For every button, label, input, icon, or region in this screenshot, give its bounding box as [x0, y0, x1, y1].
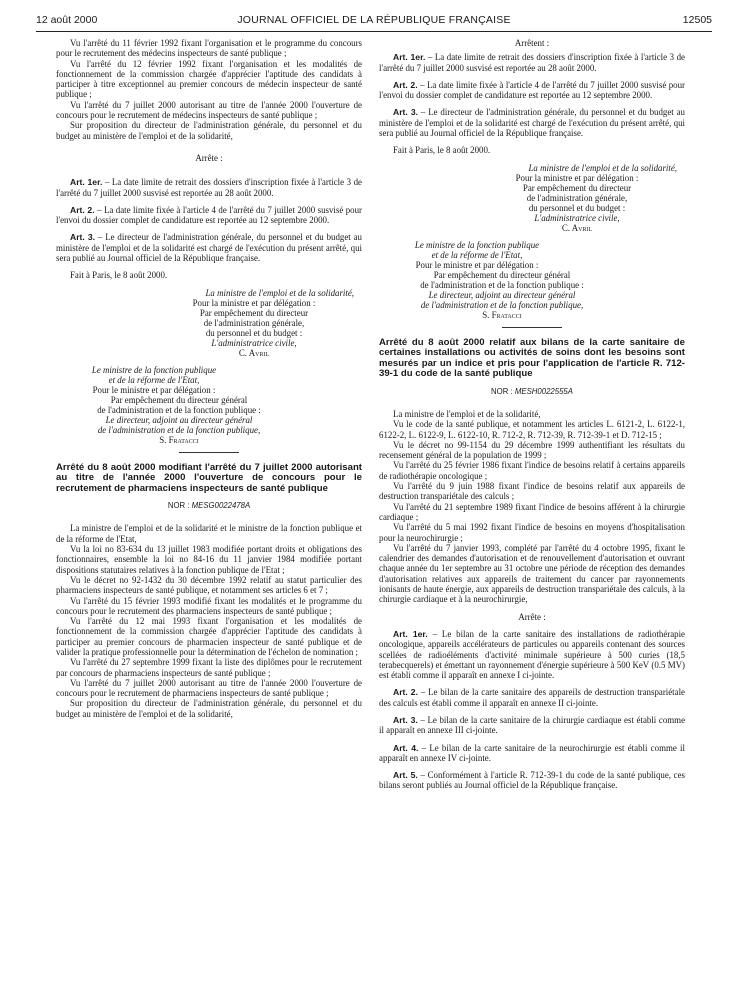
article: Art. 5. – Conformément à l'article R. 712-39-1 du code de la santé publique, ces bilans seront publiés au Journal officiel de la République française. [379, 770, 685, 791]
signature-block [56, 365, 362, 445]
article: Art. 1er. – Le bilan de la carte sanitaire des installations de radiothérapie oncologique, appareils accélérateurs de particules ou appareils contenant des sources scellées de radioéléments d'activité minimale supérieure à 500 curies (18,5 terabecquerels) et émettant un rayonnement d'énergie supérieure à 500 KeV (0.5 MV) est établi comme il apparaît en annexe I ci-jointe. [379, 628, 686, 681]
article-number: Art. 2. [70, 204, 95, 215]
signature-line: de l'administration et de la fonction publique : [97, 404, 261, 415]
signature-line: Pour le ministre et par délégation : [415, 259, 539, 270]
signature-line: Par empêchement du directeur général [433, 269, 571, 280]
signature-line: de l'administration générale, [526, 192, 628, 203]
paragraph: Sur proposition du directeur de l'administration générale, du personnel et du budget au ministère de l'emploi et de la solidarité, [56, 120, 362, 141]
article-number: Art. 3. [393, 107, 419, 118]
paragraph: La ministre de l'emploi et de la solidarité, [393, 408, 541, 419]
signing-place-date: Fait à Paris, le 8 août 2000. [70, 270, 168, 281]
paragraph: Sur proposition du directeur de l'administration générale, du personnel et du budget au ministère de l'emploi et de la solidarité, [56, 698, 362, 719]
article-number: Art. 1er. [393, 52, 426, 63]
article-text: Le bilan de la carte sanitaire des installations de radiothérapie oncologique, appareils accélérateurs de particules ou appareils contenant des sources scellées de radioéléments d'activité minimale supérieure à 500 curies (18,5 terabecquerels) et émettant un rayonnement d'énergie supérieure à 500 KeV (0.5 MV) est établi comme il apparaît en annexe I ci-jointe. [379, 628, 686, 681]
article: Art. 4. – Le bilan de la carte sanitaire de la neurochirurgie est établi comme il apparaît en annexe IV ci-jointe. [379, 742, 685, 763]
signature-block [379, 163, 685, 233]
section-divider [179, 452, 239, 453]
decree-title: Arrêté du 8 août 2000 modifiant l'arrêté du 7 juillet 2000 autorisant au titre de l'année 2000 l'ouverture de concours pour le recrutement de pharmaciens inspecteurs de santé publique [56, 461, 362, 494]
header-page-number: 12505 [682, 14, 712, 26]
decree-title: Arrêté du 8 août 2000 relatif aux bilans de la carte sanitaire de certaines installations ou activités de soins dont les besoins sont mesurés par un indice et pris pour l'application de l'article R. 712-39-1 du code de la santé publique [379, 336, 685, 380]
nor-code: MESH0022555A [514, 386, 573, 396]
article: Art. 3. – Le directeur de l'administration générale, du personnel et du budget au ministère de l'emploi et de la solidarité est chargé de l'exécution du présent arrêté, qui sera publié au Journal officiel de la République française. [56, 232, 362, 264]
article: Art. 3. – Le directeur de l'administration générale, du personnel et du budget au ministère de l'emploi et de la solidarité est chargé de l'exécution du présent arrêté, qui sera publié au Journal officiel de la République française. [379, 107, 685, 139]
article: Art. 2. – La date limite fixée à l'article 4 de l'arrêté du 7 juillet 2000 susvisé pour l'envoi du dossier complet de candidature est reportée au 12 septembre 2000. [56, 204, 363, 226]
signatory-name: S. Fratacci [159, 434, 199, 445]
signatory-role: Le directeur, adjoint au directeur général [105, 414, 253, 425]
signatory-name: C. Avril [561, 222, 593, 233]
article: Art. 3. – Le bilan de la carte sanitaire de la chirurgie cardiaque est établi comme il apparaît en annexe III ci-jointe. [379, 714, 686, 736]
signatory-minister: Le ministre de la fonction publique [91, 364, 217, 375]
article-number: Art. 5. [393, 770, 418, 781]
signature-line: Pour le ministre et par délégation : [92, 384, 216, 395]
paragraph: Vu la loi no 83-634 du 13 juillet 1983 modifiée portant droits et obligations des fonctionnaires, ensemble la loi no 84-16 du 11 janvier 1984 modifiée portant dispositions statutaires relatives à la fonction publique de l'Etat ; [56, 544, 362, 575]
paragraph: La ministre de l'emploi et de la solidarité et le ministre de la fonction publique et de la réforme de l'Etat, [56, 523, 362, 544]
paragraph: Vu l'arrêté du 25 février 1986 fixant l'indice de besoins relatif à certains appareils de radiothérapie oncologique ; [379, 460, 685, 481]
signatory-name: S. Fratacci [482, 309, 522, 320]
nor-code: MESG0022478A [191, 501, 251, 511]
signatory-minister: Le ministre de la fonction publique [414, 239, 540, 250]
signatory-minister: et de la réforme de l'Etat, [108, 374, 200, 385]
nor-label: NOR : [491, 386, 513, 396]
paragraph: Vu le code de la santé publique, et notamment les articles L. 6121-2, L. 6122-1, 6122-2, L. 6122-9, L. 6122-10, R. 712-2, R. 712-39, R. 712-39-1 et D. 712-15 ; [379, 419, 685, 440]
signature-block [56, 288, 362, 358]
article-number: Art. 2. [393, 687, 418, 698]
paragraph: Vu l'arrêté du 9 juin 1988 fixant l'indice de besoins relatif aux appareils de destruction transpariétale des calculs ; [379, 481, 685, 502]
article: Art. 2. – Le bilan de la carte sanitaire des appareils de destruction transpariétale des calculs est établi comme il apparaît en annexe II ci-jointe. [379, 687, 685, 708]
article-number: Art. 1er. [393, 628, 428, 639]
signatory-role: Le directeur, adjoint au directeur général [428, 289, 576, 300]
article-text: La date limite fixée à l'article 4 de l'arrêté du 7 juillet 2000 susvisé pour l'envoi du dossier complet de candidature est reportée au 12 septembre 2000. [379, 79, 686, 101]
article-text: Conformément à l'article R. 712-39-1 du code de la santé publique, ces bilans seront publiés au Journal officiel de la République française. [379, 770, 685, 791]
signature-line: de l'administration générale, [203, 317, 305, 328]
article-number: Art. 3. [70, 232, 96, 243]
nor-reference [56, 501, 362, 511]
header-journal-title: JOURNAL OFFICIEL DE LA RÉPUBLIQUE FRANÇAISE [237, 14, 511, 26]
paragraph: Vu l'arrêté du 12 mai 1993 fixant l'organisation et les modalités de fonctionnement de la commission chargée d'apprécier l'aptitude des candidats à participer au premier concours de pharmacien inspecteur de santé publique et de valider la pratique professionnelle pour la détermination de l'échelon de nomination ; [56, 616, 362, 657]
signatory-minister: La ministre de l'emploi et de la solidarité, [205, 287, 354, 298]
article-number: Art. 4. [393, 742, 419, 753]
arrete-heading: Arrête : [518, 611, 546, 622]
paragraph: Vu l'arrêté du 7 juillet 2000 autorisant au titre de l'année 2000 l'ouverture de concours pour le recrutement de pharmaciens inspecteurs de santé publique ; [56, 677, 362, 699]
signatory-role: de l'administration et de la fonction publique, [420, 299, 584, 310]
paragraph: Vu l'arrêté du 7 janvier 1993, complété par l'arrêté du 4 octobre 1995, fixant le calendrier des demandes d'autorisation et de renouvellement d'autorisation et ouvrant chaque année du 1er septembre au 31 octobre une période de réception des demandes d'autorisation relatives aux appareils de traitement du cancer par rayonnements ionisants de haute énergie, aux appareils de destruction transpariétale des calculs, à la chirurgie cardiaque et à la neurochirurgie, [379, 542, 685, 605]
article-number: Art. 1er. [70, 177, 103, 188]
signatory-minister: La ministre de l'emploi et de la solidarité, [528, 162, 677, 173]
signatory-minister: et de la réforme de l'Etat, [431, 249, 523, 260]
article-text: La date limite fixée à l'article 4 de l'arrêté du 7 juillet 2000 susvisé pour l'envoi du dossier complet de candidature est reportée au 12 septembre 2000. [56, 204, 363, 226]
paragraph: Vu le décret no 92-1432 du 30 décembre 1992 relatif au statut particulier des pharmaciens inspecteurs de santé publique, et notamment ses articles 6 et 7 ; [56, 574, 362, 596]
header-rule [36, 31, 712, 32]
paragraph: Vu l'arrêté du 27 septembre 1999 fixant la liste des diplômes pour le recrutement par concours de pharmaciens inspecteurs de santé publique ; [56, 657, 362, 678]
signatory-name: C. Avril [238, 347, 270, 358]
signature-line: Par empêchement du directeur [199, 307, 309, 318]
arrete-heading: Arrête : [195, 152, 223, 163]
article-text: Le directeur de l'administration générale, du personnel et du budget au ministère de l'emploi et de la solidarité est chargé de l'exécution du présent arrêté, qui sera publié au Journal officiel de la République française. [379, 107, 685, 139]
signature-line: Pour la ministre et par délégation : [515, 172, 639, 183]
signatory-role: de l'administration et de la fonction publique, [97, 424, 261, 435]
signature-line: Par empêchement du directeur général [110, 394, 248, 405]
signature-line: du personnel et du budget : [528, 202, 626, 213]
section-divider [502, 327, 562, 328]
article-number: Art. 2. [393, 79, 418, 90]
header-date: 12 août 2000 [36, 14, 98, 26]
arrete-heading: Arrêtent : [514, 38, 550, 48]
signature-line: Par empêchement du directeur [522, 182, 632, 193]
signature-line: Pour la ministre et par délégation : [192, 297, 316, 308]
paragraph: Vu l'arrêté du 11 février 1992 fixant l'organisation et le programme du concours pour le recrutement des médecins inspecteurs de santé publique ; [56, 38, 362, 59]
page-header [36, 14, 712, 32]
right-column [379, 38, 685, 791]
article-text: Le bilan de la carte sanitaire de la neurochirurgie est établi comme il apparaît en annexe IV ci-jointe. [379, 742, 685, 763]
article-number: Art. 3. [393, 714, 418, 725]
signature-block [379, 240, 685, 320]
article: Art. 2. – La date limite fixée à l'article 4 de l'arrêté du 7 juillet 2000 susvisé pour l'envoi du dossier complet de candidature est reportée au 12 septembre 2000. [379, 79, 686, 101]
signature-line: du personnel et du budget : [205, 327, 303, 338]
article: Art. 1er. – La date limite de retrait des dossiers d'inscription fixée à l'article 3 de l'arrêté du 7 juillet 2000 susvisé est reportée au 28 août 2000. [379, 52, 685, 73]
article-text: Le bilan de la carte sanitaire des appareils de destruction transpariétale des calculs est établi comme il apparaît en annexe II ci-jointe. [379, 687, 685, 708]
paragraph: Vu l'arrêté du 12 février 1992 fixant l'organisation et les modalités de fonctionnement de la commission chargée d'apprécier l'aptitude des candidats à participer à titre exceptionnel au premier concours de médecin inspecteur de santé publique ; [56, 58, 362, 100]
paragraph: Vu l'arrêté du 5 mai 1992 fixant l'indice de besoins en moyens d'hospitalisation pour la neurochirurgie ; [379, 522, 685, 543]
left-column [56, 38, 362, 719]
nor-label: NOR : [167, 501, 190, 511]
signature-line: de l'administration et de la fonction publique : [420, 279, 584, 290]
article-text: La date limite de retrait des dossiers d'inscription fixée à l'article 3 de l'arrêté du 7 juillet 2000 susvisé est reportée au 28 août 2000. [379, 52, 685, 73]
paragraph: Vu l'arrêté du 21 septembre 1989 fixant l'indice de besoins afférent à la chirurgie cardiaque ; [379, 501, 685, 522]
article: Art. 1er. – La date limite de retrait des dossiers d'inscription fixée à l'article 3 de l'arrêté du 7 juillet 2000 susvisé est reportée au 28 août 2000. [56, 177, 362, 198]
paragraph: Vu l'arrêté du 7 juillet 2000 autorisant au titre de l'année 2000 l'ouverture de concours pour le recrutement de médecins inspecteurs de santé publique ; [56, 99, 362, 121]
paragraph: Vu l'arrêté du 15 février 1993 modifié fixant les modalités et le programme du concours pour le recrutement des pharmaciens inspecteurs de santé publique ; [56, 595, 362, 616]
signing-place-date: Fait à Paris, le 8 août 2000. [393, 145, 491, 156]
article-text: La date limite de retrait des dossiers d'inscription fixée à l'article 3 de l'arrêté du 7 juillet 2000 susvisé est reportée au 28 août 2000. [56, 177, 362, 198]
article-text: Le bilan de la carte sanitaire de la chirurgie cardiaque est établi comme il apparaît en annexe III ci-jointe. [379, 714, 686, 736]
signatory-role: L'administratrice civile, [211, 337, 297, 348]
article-text: Le directeur de l'administration générale, du personnel et du budget au ministère de l'emploi et de la solidarité est chargé de l'exécution du présent arrêté, qui sera publié au Journal officiel de la République française. [56, 232, 362, 264]
nor-reference [379, 387, 685, 397]
paragraph: Vu le décret no 99-1154 du 29 décembre 1999 authentifiant les résultats du recensement général de la population de 1999 ; [379, 439, 685, 461]
signatory-role: L'administratrice civile, [534, 212, 620, 223]
